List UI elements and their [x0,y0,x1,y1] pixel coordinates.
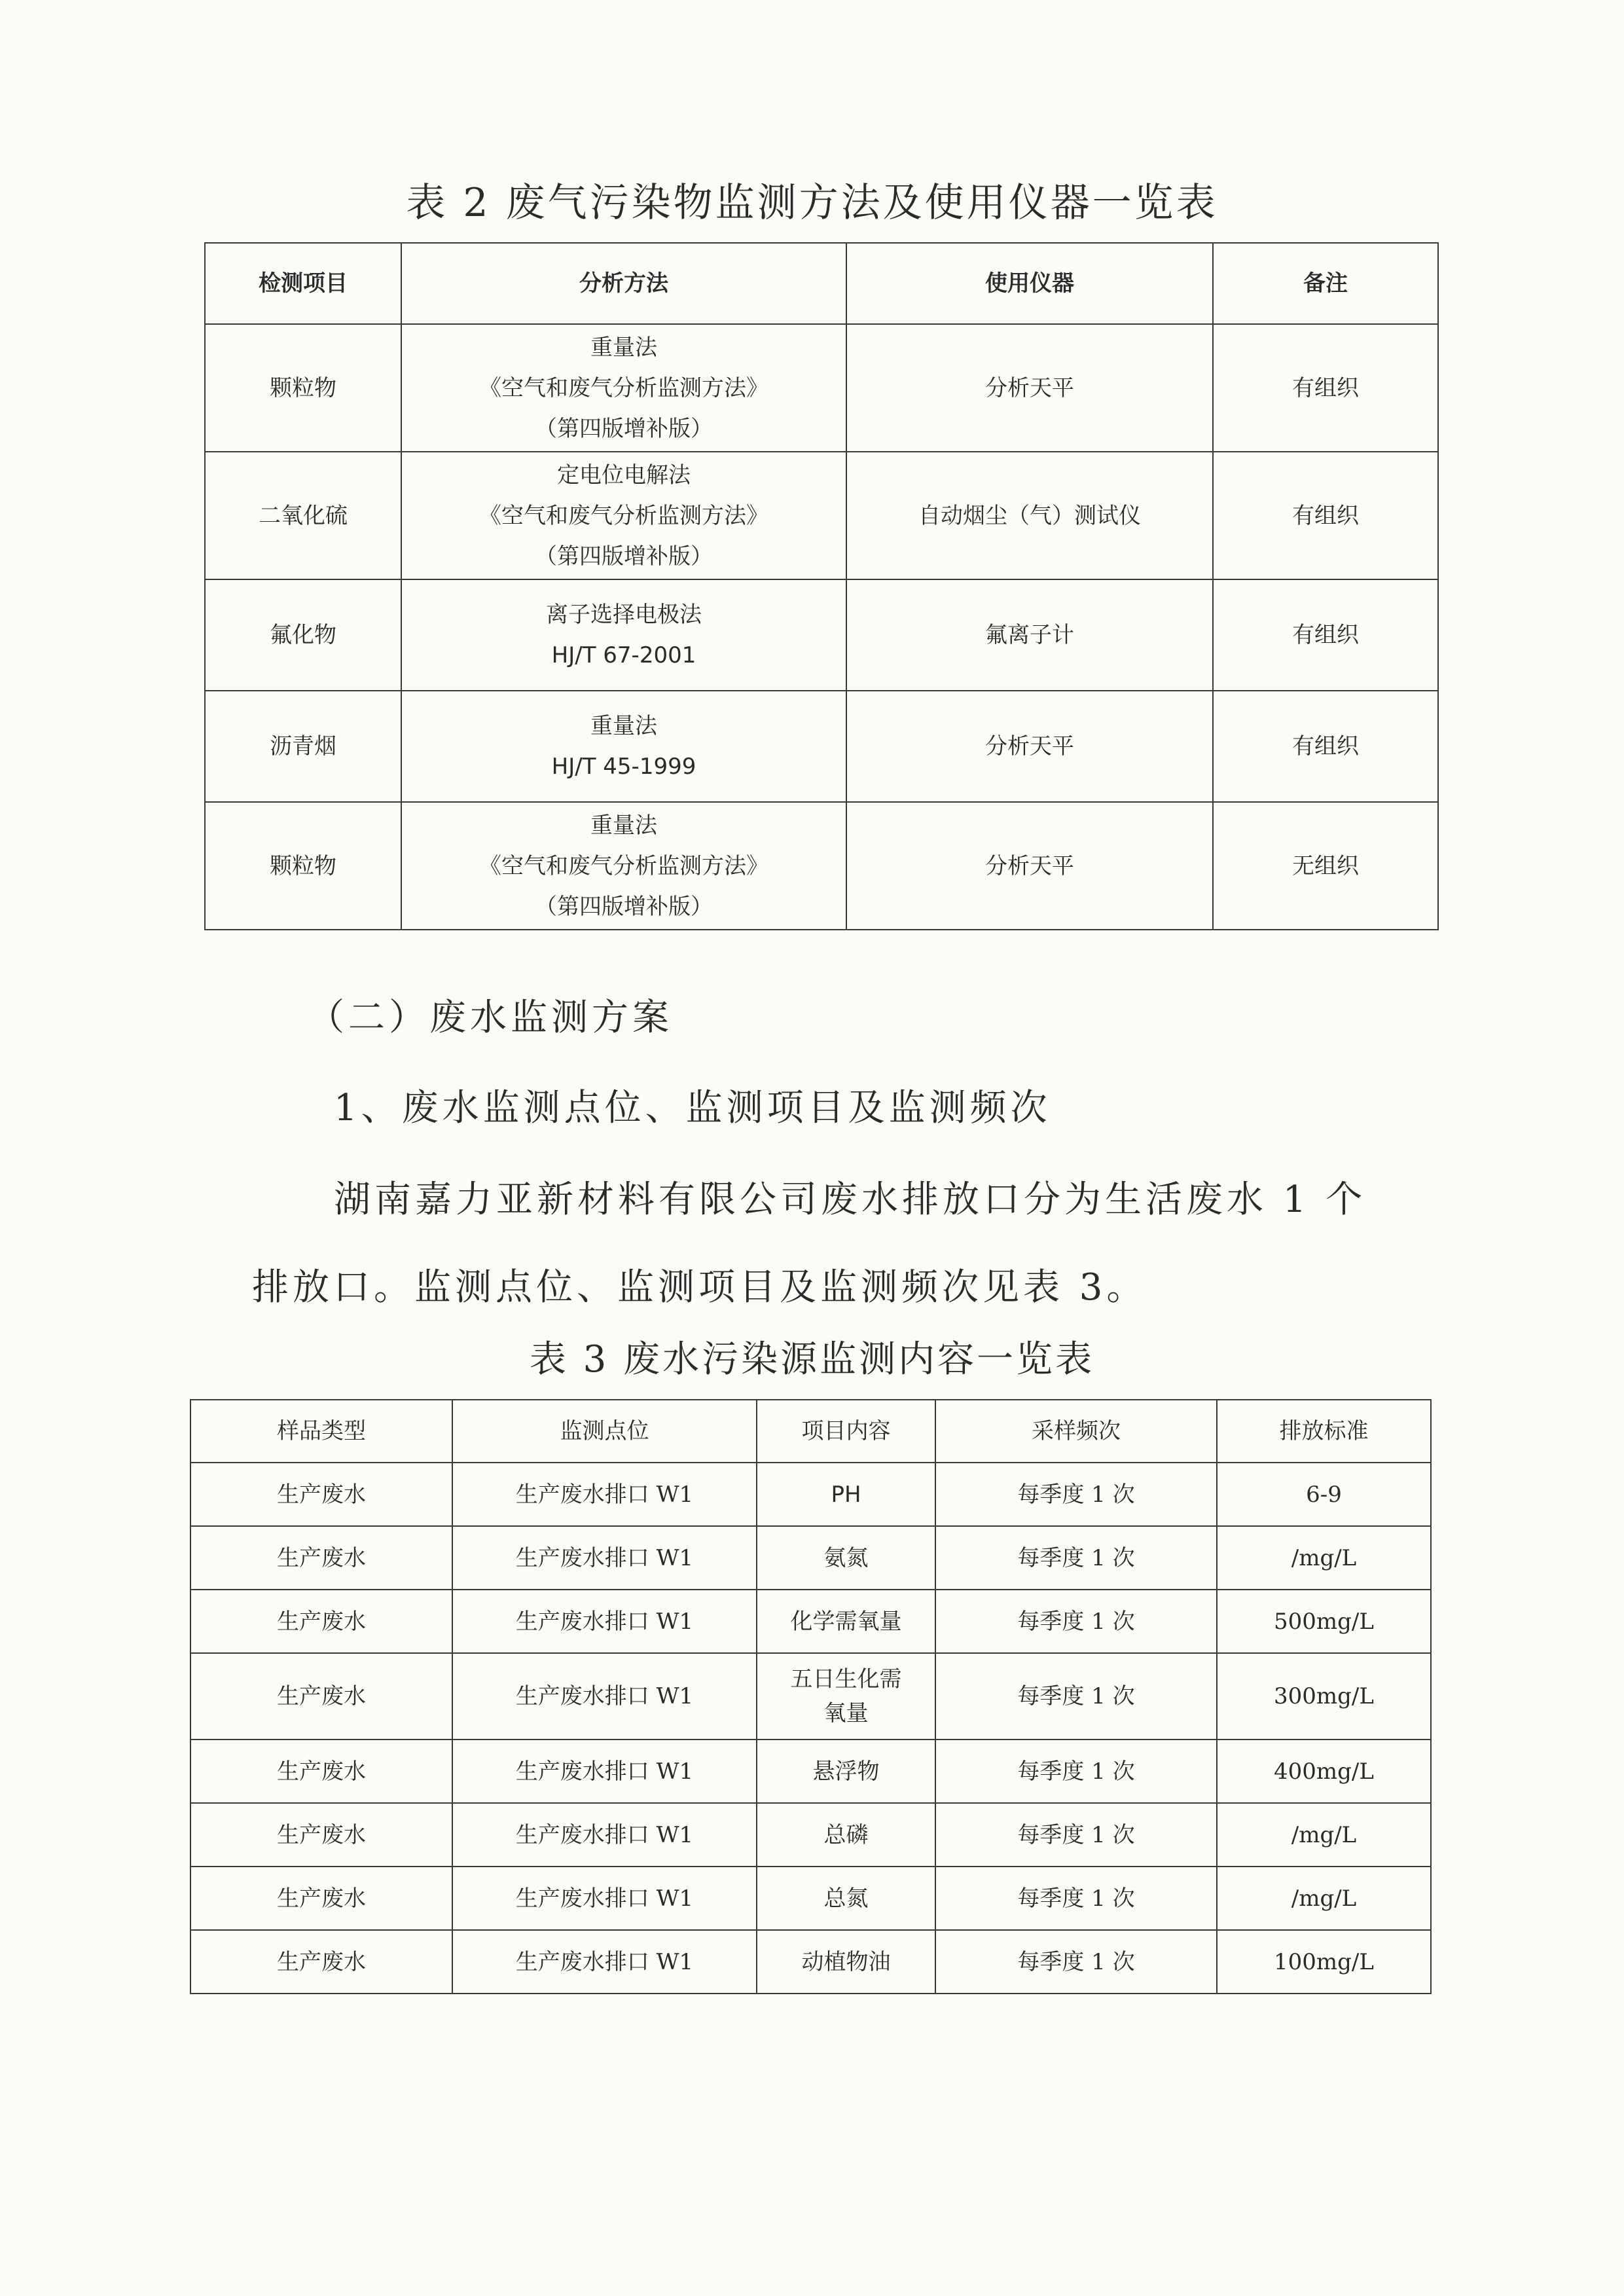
table3-cell: 生产废水 [190,1463,452,1526]
sub-heading: 1、废水监测点位、监测项目及监测频次 [334,1087,1051,1129]
table-row [205,324,1438,452]
table3-cell: 每季度 1 次 [935,1463,1217,1526]
table3-cell: 生产废水 [190,1867,452,1930]
table3-cell: 生产废水排口 W1 [452,1740,757,1803]
method-line: HJ/T 45-1999 [551,754,696,780]
table2-title: 表 2 废气污染物监测方法及使用仪器一览表 [406,180,1218,226]
table3-header-frequency: 采样频次 [935,1400,1217,1463]
table3-cell: 生产废水排口 W1 [452,1526,757,1590]
table-row [190,1867,1431,1930]
method-line: HJ/T 67-2001 [551,642,696,668]
wastewater-monitoring-table [190,1399,1432,1994]
table3-cell: PH [757,1463,935,1526]
table-row [205,691,1438,802]
table3-cell: 生产废水 [190,1526,452,1590]
method-line: 离子选择电极法 [546,602,702,628]
table3-cell: 生产废水排口 W1 [452,1653,757,1740]
paragraph-line: 排放口。监测点位、监测项目及监测频次见表 3。 [252,1266,1147,1309]
table2-header-item: 检测项目 [205,243,401,324]
table2-cell-note: 有组织 [1213,324,1438,452]
method-line: 重量法 [590,812,657,839]
table2-cell-item: 二氧化硫 [205,452,401,579]
table2-cell-instrument: 分析天平 [846,691,1213,802]
table2-cell-instrument: 自动烟尘（气）测试仪 [846,452,1213,579]
section-heading: （二）废水监测方案 [308,996,673,1039]
table3-cell: 氨氮 [757,1526,935,1590]
table-row [190,1526,1431,1590]
table3-cell: 总磷 [757,1803,935,1867]
method-line: 重量法 [590,334,657,361]
table3-header-row [190,1400,1431,1463]
table3-cell: 每季度 1 次 [935,1740,1217,1803]
table2-cell-instrument: 氟离子计 [846,579,1213,691]
table2-cell-note: 无组织 [1213,802,1438,930]
table2-cell-method [401,691,846,802]
table3-cell: 五日生化需氧量 [757,1653,935,1740]
table-row [190,1740,1431,1803]
table-row [205,579,1438,691]
table3-cell: 生产废水 [190,1590,452,1653]
table3-cell: 每季度 1 次 [935,1526,1217,1590]
table-row [190,1590,1431,1653]
table3-cell: 生产废水排口 W1 [452,1930,757,1994]
table-row [190,1930,1431,1994]
table3-cell: /mg/L [1217,1867,1431,1930]
table2-header-method: 分析方法 [401,243,846,324]
method-line: （第四版增补版） [535,543,713,570]
table3-cell: 化学需氧量 [757,1590,935,1653]
table3-cell: 6-9 [1217,1463,1431,1526]
table2-cell-item: 沥青烟 [205,691,401,802]
table3-header-point: 监测点位 [452,1400,757,1463]
table3-cell: 生产废水 [190,1930,452,1994]
method-line: 重量法 [590,713,657,739]
table2-cell-method [401,324,846,452]
table3-cell: 生产废水排口 W1 [452,1803,757,1867]
table3-cell: 生产废水 [190,1740,452,1803]
table3-header-standard: 排放标准 [1217,1400,1431,1463]
table3-cell: /mg/L [1217,1526,1431,1590]
table2-cell-instrument: 分析天平 [846,324,1213,452]
table3-cell: 悬浮物 [757,1740,935,1803]
table3-cell: 500mg/L [1217,1590,1431,1653]
table2-cell-note: 有组织 [1213,579,1438,691]
table3-cell: 生产废水 [190,1803,452,1867]
table2-cell-method [401,579,846,691]
table2-cell-item: 颗粒物 [205,324,401,452]
table2-header-instrument: 使用仪器 [846,243,1213,324]
table3-cell: 400mg/L [1217,1740,1431,1803]
table3-header-sample-type: 样品类型 [190,1400,452,1463]
table3-cell: 每季度 1 次 [935,1867,1217,1930]
table2-cell-item: 氟化物 [205,579,401,691]
table-row [205,452,1438,579]
table3-cell: 生产废水排口 W1 [452,1590,757,1653]
table2-cell-note: 有组织 [1213,452,1438,579]
table2-header-note: 备注 [1213,243,1438,324]
table3-cell: 生产废水排口 W1 [452,1867,757,1930]
method-line: 《空气和废气分析监测方法》 [479,502,768,529]
table3-cell: 生产废水排口 W1 [452,1463,757,1526]
method-line: 《空气和废气分析监测方法》 [479,852,768,879]
method-line: 《空气和废气分析监测方法》 [479,374,768,401]
table3-cell: 100mg/L [1217,1930,1431,1994]
table-row [205,802,1438,930]
waste-gas-methods-table [204,242,1439,930]
table2-cell-instrument: 分析天平 [846,802,1213,930]
table-row [190,1653,1431,1740]
method-line: （第四版增补版） [535,415,713,442]
method-line: （第四版增补版） [535,893,713,920]
table3-cell: 总氮 [757,1867,935,1930]
table3-cell: 每季度 1 次 [935,1930,1217,1994]
table3-cell: /mg/L [1217,1803,1431,1867]
table-row [190,1463,1431,1526]
table-row [190,1803,1431,1867]
table2-cell-method [401,802,846,930]
method-line: 定电位电解法 [557,462,691,488]
table2-cell-item: 颗粒物 [205,802,401,930]
table3-cell: 每季度 1 次 [935,1803,1217,1867]
table3-cell: 生产废水 [190,1653,452,1740]
table3-cell: 每季度 1 次 [935,1590,1217,1653]
table3-cell: 300mg/L [1217,1653,1431,1740]
table2-cell-method [401,452,846,579]
table2-cell-note: 有组织 [1213,691,1438,802]
table3-cell: 动植物油 [757,1930,935,1994]
table3-title: 表 3 废水污染源监测内容一览表 [529,1338,1095,1381]
paragraph-line: 湖南嘉力亚新材料有限公司废水排放口分为生活废水 1 个 [334,1178,1367,1221]
table3-header-item: 项目内容 [757,1400,935,1463]
table2-header-row [205,243,1438,324]
table3-cell: 每季度 1 次 [935,1653,1217,1740]
